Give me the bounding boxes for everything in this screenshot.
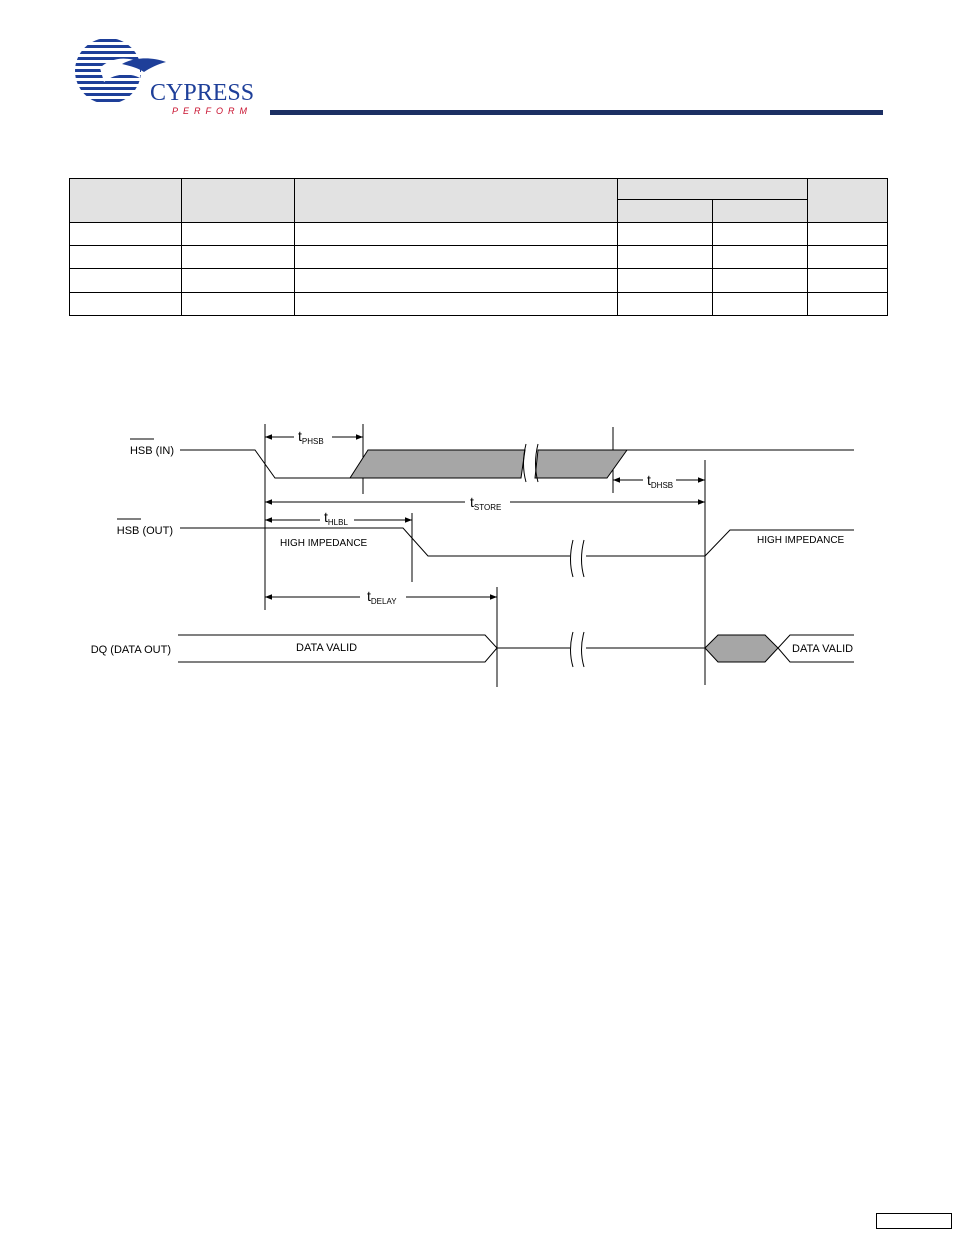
param-label-tdhsb: $t_{DHSB}$: [647, 472, 674, 490]
hsb-out-break-icon: [582, 540, 585, 577]
hsb-out-waveform: [180, 528, 570, 556]
table-row: [70, 269, 888, 292]
dq-break-icon: [571, 632, 574, 667]
table-cell: [618, 269, 713, 292]
table-cell: [808, 222, 888, 245]
table-header-row: [70, 179, 888, 200]
state-label-data-valid: DATA VALID: [296, 642, 358, 654]
table-cell: [295, 222, 618, 245]
table-cell: [70, 222, 182, 245]
page-number-box: [876, 1213, 952, 1229]
hsb-timing-diagram: [70, 410, 870, 700]
table-cell: [182, 269, 295, 292]
table-cell: [70, 269, 182, 292]
table-cell: [618, 245, 713, 268]
header-cell-group: [618, 179, 808, 200]
state-label-data-valid: DATA VALID: [792, 643, 854, 655]
table-cell: [70, 292, 182, 315]
dq-break-icon: [582, 632, 585, 667]
table-cell: [70, 245, 182, 268]
param-label-tdelay: $t_{DELAY}$: [367, 588, 397, 606]
table-cell: [808, 269, 888, 292]
cypress-logo: [70, 38, 260, 120]
hsb-in-shaded-region: [350, 450, 525, 478]
hsb-out-break-icon: [571, 540, 574, 577]
table-cell: [295, 269, 618, 292]
spec-table: [69, 178, 888, 316]
logo-tagline: PERFORM: [172, 106, 252, 116]
table-cell: [618, 292, 713, 315]
logo-wordmark: CYPRESS: [150, 80, 255, 106]
header-subcell: [618, 200, 713, 222]
table-cell: [618, 222, 713, 245]
state-label-high-impedance: HIGH IMPEDANCE: [757, 535, 845, 546]
table-cell: [182, 222, 295, 245]
table-cell: [808, 245, 888, 268]
table-cell: [808, 292, 888, 315]
signal-label-hsb-out: HSB (OUT): [116, 525, 173, 537]
signal-label-hsb-in: HSB (IN): [129, 445, 174, 457]
table-cell: [713, 222, 808, 245]
param-label-thlbl: $t_{HLBL}$: [324, 509, 348, 527]
table-cell: [713, 292, 808, 315]
header-cell: [70, 179, 182, 223]
logo-globe-icon: [70, 38, 150, 108]
table-cell: [182, 245, 295, 268]
table-cell: [713, 269, 808, 292]
table-row: [70, 245, 888, 268]
param-label-tphsb: $t_{PHSB}$: [298, 428, 324, 446]
table-cell: [295, 292, 618, 315]
header-cell: [808, 179, 888, 223]
table-row: [70, 222, 888, 245]
param-label-tstore: $t_{STORE}$: [470, 494, 502, 512]
state-label-high-impedance: HIGH IMPEDANCE: [280, 538, 368, 549]
header-cell: [295, 179, 618, 223]
table-cell: [713, 245, 808, 268]
table-cell: [182, 292, 295, 315]
header-subcell: [713, 200, 808, 222]
table-row: [70, 292, 888, 315]
header-cell: [182, 179, 295, 223]
header-rule: [270, 110, 883, 115]
dq-transition-region: [705, 635, 778, 662]
table-cell: [295, 245, 618, 268]
signal-label-dq: DQ (DATA OUT): [90, 644, 171, 656]
